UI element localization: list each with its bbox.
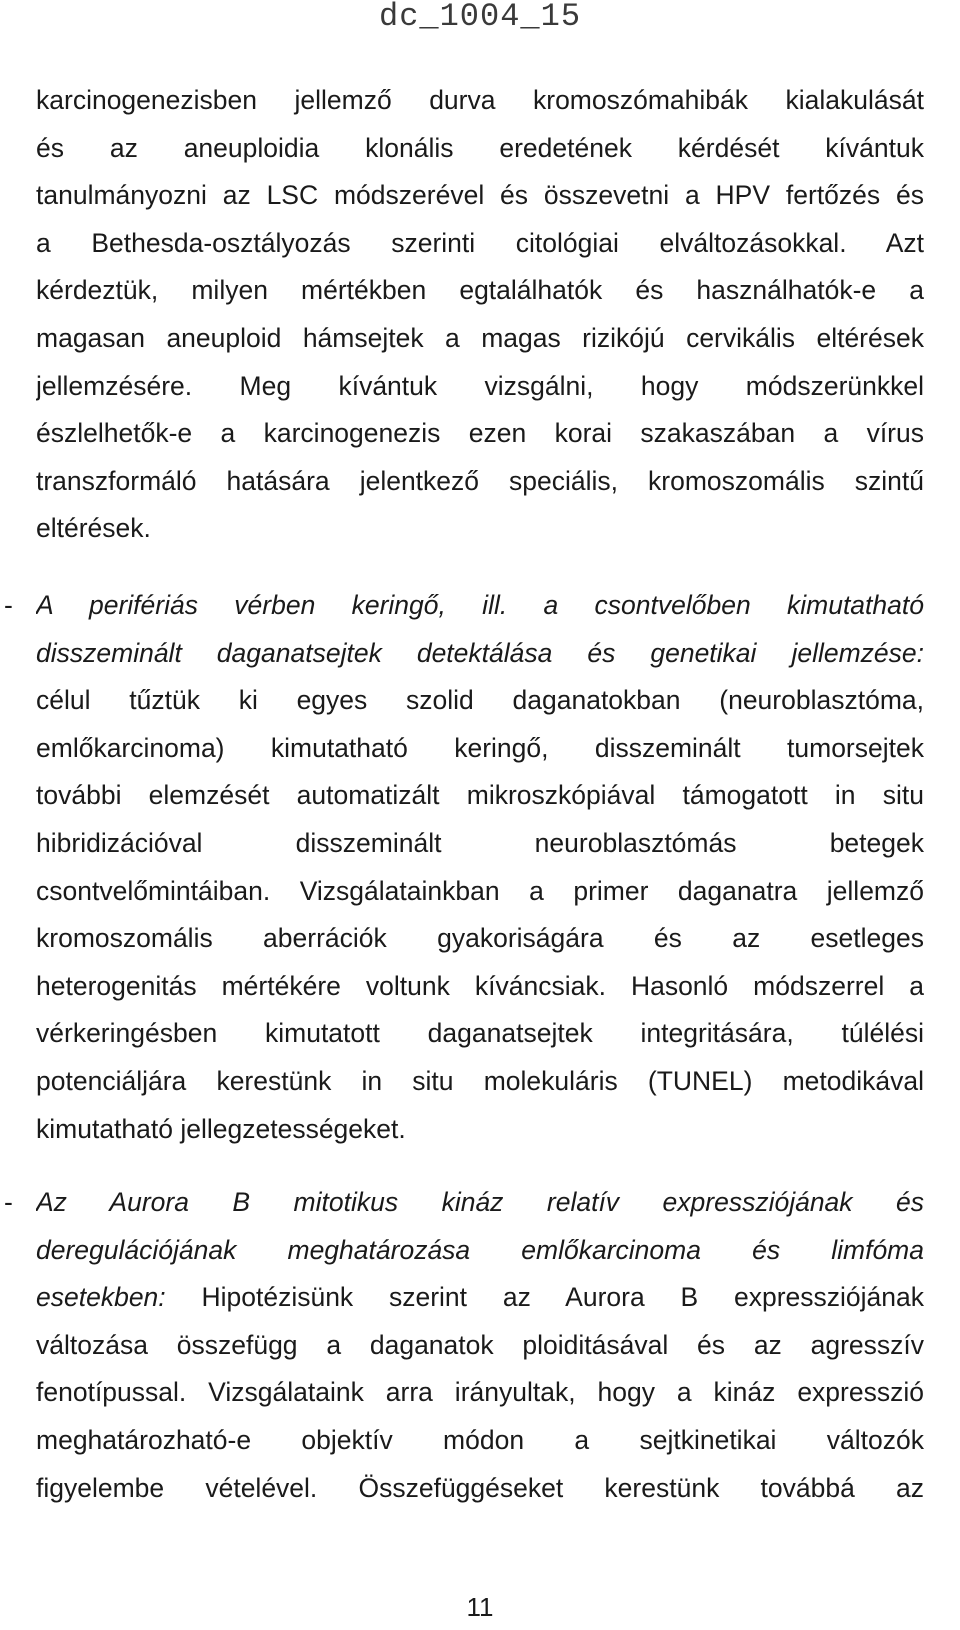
text-line: kérdeztük, milyen mértékben egtalálhatók és használhatók-e a (36, 275, 924, 306)
italic-heading: disszeminált daganatsejtek detektálása és genetikai jellemzése: (36, 637, 924, 668)
text-line: további elemzését automatizált mikroszkópiával támogatott in situ (36, 780, 924, 811)
text-line: karcinogenezisben jellemző durva kromoszómahibák kialakulását (36, 85, 924, 115)
text-line: hibridizációval disszeminált neuroblasztómás betegek (36, 827, 924, 858)
text-line: változása összefügg a daganatok ploiditásával és az agresszív (36, 1329, 924, 1360)
list-bullet: - (4, 1187, 13, 1217)
text-line (36, 1274, 924, 1322)
text-line: kimutatható jellegzetességeket. (36, 1113, 406, 1144)
section-heading-line (36, 1227, 924, 1275)
list-bullet: - (4, 590, 13, 620)
text-line: kromoszomális aberrációk gyakoriságára és az esetleges (36, 923, 924, 954)
text-line: észlelhetők-e a karcinogenezis ezen korai szakaszában a vírus (36, 418, 924, 449)
text-line: csontvelőmintáiban. Vizsgálatainkban a primer daganatra jellemző (36, 875, 924, 906)
italic-heading: esetekben: (36, 1282, 166, 1313)
text-line: a Bethesda-osztályozás szerinti citológiai elváltozásokkal. Azt (36, 227, 924, 258)
italic-heading: A perifériás vérben keringő, ill. a csontvelőben kimutatható (36, 590, 924, 620)
page-number: 11 (466, 1592, 494, 1622)
italic-heading: Az Aurora B mitotikus kináz relatív expressziójának és (36, 1187, 924, 1217)
text-line: meghatározható-e objektív módon a sejtkinetikai változók (36, 1424, 924, 1455)
text-line: figyelembe vételével. Összefüggéseket kerestünk továbbá az (36, 1472, 924, 1503)
text-line: tanulmányozni az LSC módszerével és összevetni a HPV fertőzés és (36, 180, 924, 211)
text-line: célul tűztük ki egyes szolid daganatokban (neuroblasztóma, (36, 685, 924, 716)
text-line: eltérések. (36, 513, 151, 544)
document-id-header: dc_1004_15 (378, 0, 582, 35)
text-line-rest: Hipotézisünk szerint az Aurora B expressziójának (201, 1282, 924, 1313)
text-line: és az aneuploidia klonális eredetének kérdését kívántuk (36, 132, 924, 163)
text-line: vérkeringésben kimutatott daganatsejtek integritására, túlélési (36, 1018, 924, 1049)
text-line: heterogenitás mértékére voltunk kíváncsiak. Hasonló módszerrel a (36, 970, 924, 1001)
paragraph-karcinogenezis (36, 77, 924, 553)
italic-heading: deregulációjának meghatározása emlőkarcinoma és limfóma (36, 1234, 924, 1265)
text-line: fenotípussal. Vizsgálataink arra irányultak, hogy a kináz expresszió (36, 1377, 924, 1408)
text-line: magasan aneuploid hámsejtek a magas rizikójú cervikális eltérések (36, 322, 924, 353)
section-heading-line (36, 582, 924, 630)
section-disseminated-tumor-cells (36, 582, 924, 1153)
text-line: emlőkarcinoma) kimutatható keringő, disszeminált tumorsejtek (36, 732, 924, 763)
section-heading-line (36, 630, 924, 678)
section-heading-line (36, 1179, 924, 1227)
text-line: potenciáljára kerestünk in situ molekuláris (TUNEL) metodikával (36, 1065, 924, 1096)
section-aurora-b (36, 1179, 924, 1512)
text-line: transzformáló hatására jelentkező speciális, kromoszomális szintű (36, 465, 924, 496)
text-line: jellemzésére. Meg kívántuk vizsgálni, hogy módszerünkkel (36, 370, 924, 401)
